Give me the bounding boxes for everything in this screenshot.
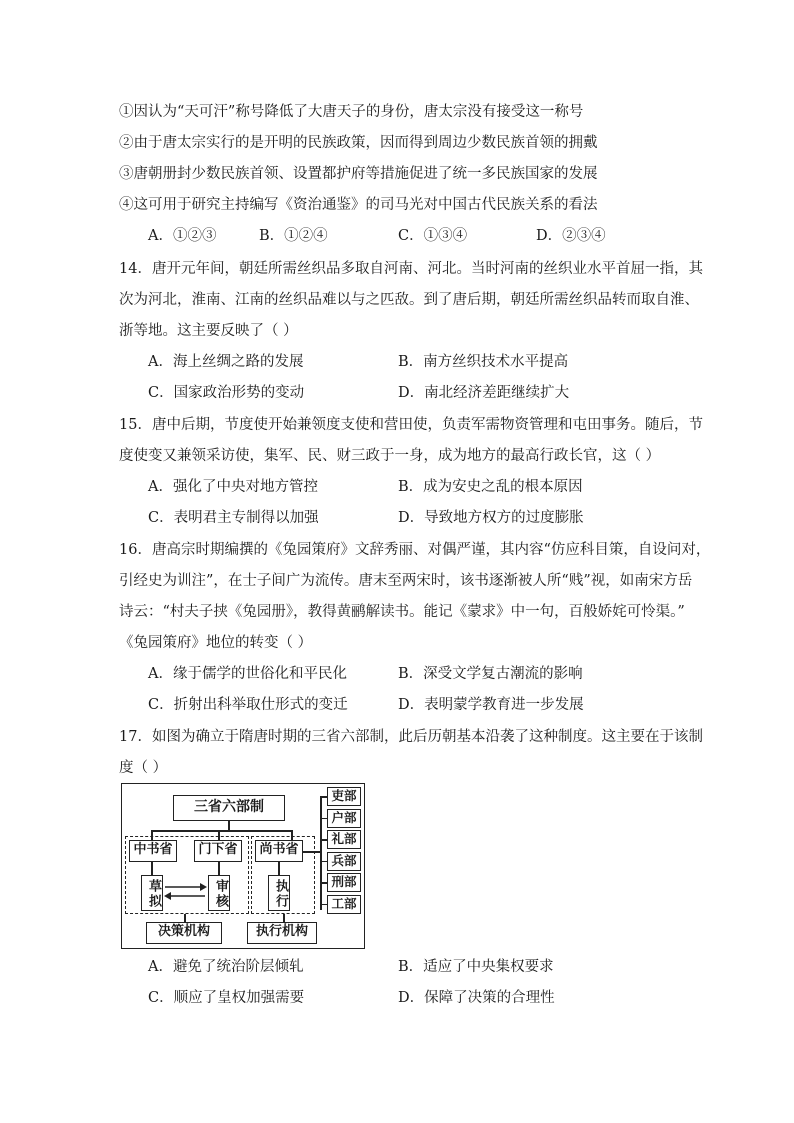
ministry-box: 户部 [327,809,361,828]
connector [320,904,327,906]
shangshu-province: 尚书省 [255,840,303,862]
diagram-title: 三省六部制 [173,795,285,821]
decision-organ-label: 决策机构 [146,922,222,944]
connector [184,914,186,922]
q13-option-b: B．①②④ [259,228,328,244]
execution-organ-label: 执行机构 [247,922,317,944]
statement-1: ①因认为“天可汗”称号降低了大唐天子的身份，唐太宗没有接受这一称号 [119,104,584,120]
q16-line-2: 引经史为训注”，在士子间广为流传。唐末至两宋时，该书逐渐被人所“贱”视，如南宋方岳 [119,573,693,589]
statement-2: ②由于唐太宗实行的是开明的民族政策，因而得到周边少数民族首领的拥戴 [119,135,598,151]
ministry-box: 兵部 [327,852,361,871]
drafting-box: 草拟 [141,875,163,911]
q16-line-1: 16．唐高宗时期编撰的《兔园策府》文辞秀丽、对偶严谨，其内容“仿应科目策，自设问对， [119,542,711,558]
connector [151,830,292,832]
q15-option-d: D．导致地方权方的过度膨胀 [398,510,584,526]
connector [283,914,285,922]
connector [320,839,327,841]
connector [320,796,322,910]
q15-option-c: C．表明君主专制得以加强 [148,510,319,526]
ministry-box: 礼部 [327,830,361,849]
q16-line-3: 诗云：“村夫子挟《兔园册》，教得黄鹂解读书。能记《蒙求》中一句，百般娇姹可怜渠。” [119,604,685,620]
connector [278,862,280,876]
q14-option-d: D．南北经济差距继续扩大 [398,385,570,401]
q17-line-2: 度（ ） [119,760,168,776]
q16-option-c: C．折射出科举取仕形式的变迁 [148,697,348,713]
connector [320,882,327,884]
ministry-box: 吏部 [327,787,361,806]
q16-line-4: 《兔园策府》地位的转变（ ） [119,635,313,651]
q14-line-3: 浙等地。这主要反映了（ ） [119,323,298,339]
q16-option-a: A．缘于儒学的世俗化和平民化 [148,666,347,682]
q14-option-c: C．国家政治形势的变动 [148,385,305,401]
q13-option-a: A．①②③ [148,228,217,244]
q13-option-c: C．①③④ [398,228,468,244]
connector [320,818,327,820]
connector [303,851,321,853]
three-departments-six-ministries-diagram [121,783,366,949]
connector [218,862,220,876]
q17-line-1: 17．如图为确立于隋唐时期的三省六部制，此后历朝基本沿袭了这种制度。这主要在于该制 [119,729,703,745]
connector [320,861,327,863]
q13-option-d: D．②③④ [536,228,606,244]
ministry-box: 刑部 [327,873,361,892]
q15-option-a: A．强化了中央对地方管控 [148,479,318,495]
q17-option-d: D．保障了决策的合理性 [398,990,555,1006]
q15-line-2: 度使变又兼领采访使，集军、民、财三政于一身，成为地方的最高行政长官，这（ ） [119,448,661,464]
q14-line-2: 次为河北，淮南、江南的丝织品难以与之匹敌。到了唐后期，朝廷所需丝织品转而取自淮、 [119,292,699,308]
q17-option-b: B．适应了中央集权要求 [398,959,554,975]
connector [320,796,327,798]
q15-line-1: 15．唐中后期，节度使开始兼领度支使和营田使，负责军需物资管理和屯田事务。随后，节 [119,417,703,433]
bidirectional-arrow-icon [163,881,208,903]
execute-box: 执行 [268,875,290,911]
q15-option-b: B．成为安史之乱的根本原因 [398,479,583,495]
review-box: 审核 [208,875,230,911]
statement-4: ④这可用于研究主持编写《资治通鉴》的司马光对中国古代民族关系的看法 [119,197,598,213]
q14-line-1: 14．唐开元年间，朝廷所需丝织品多取自河南、河北。当时河南的丝织业水平首屈一指，其 [119,261,703,277]
connector [151,862,153,876]
statement-3: ③唐朝册封少数民族首领、设置都护府等措施促进了统一多民族国家的发展 [119,166,598,182]
zhongshu-province: 中书省 [129,840,177,862]
ministry-box: 工部 [327,895,361,914]
q14-option-a: A．海上丝绸之路的发展 [148,354,304,370]
q16-option-b: B．深受文学复古潮流的影响 [398,666,583,682]
menxia-province: 门下省 [194,840,242,862]
q17-option-a: A．避免了统治阶层倾轧 [148,959,304,975]
q16-option-d: D．表明蒙学教育进一步发展 [398,697,584,713]
q14-option-b: B．南方丝织技术水平提高 [398,354,569,370]
q17-option-c: C．顺应了皇权加强需要 [148,990,305,1006]
